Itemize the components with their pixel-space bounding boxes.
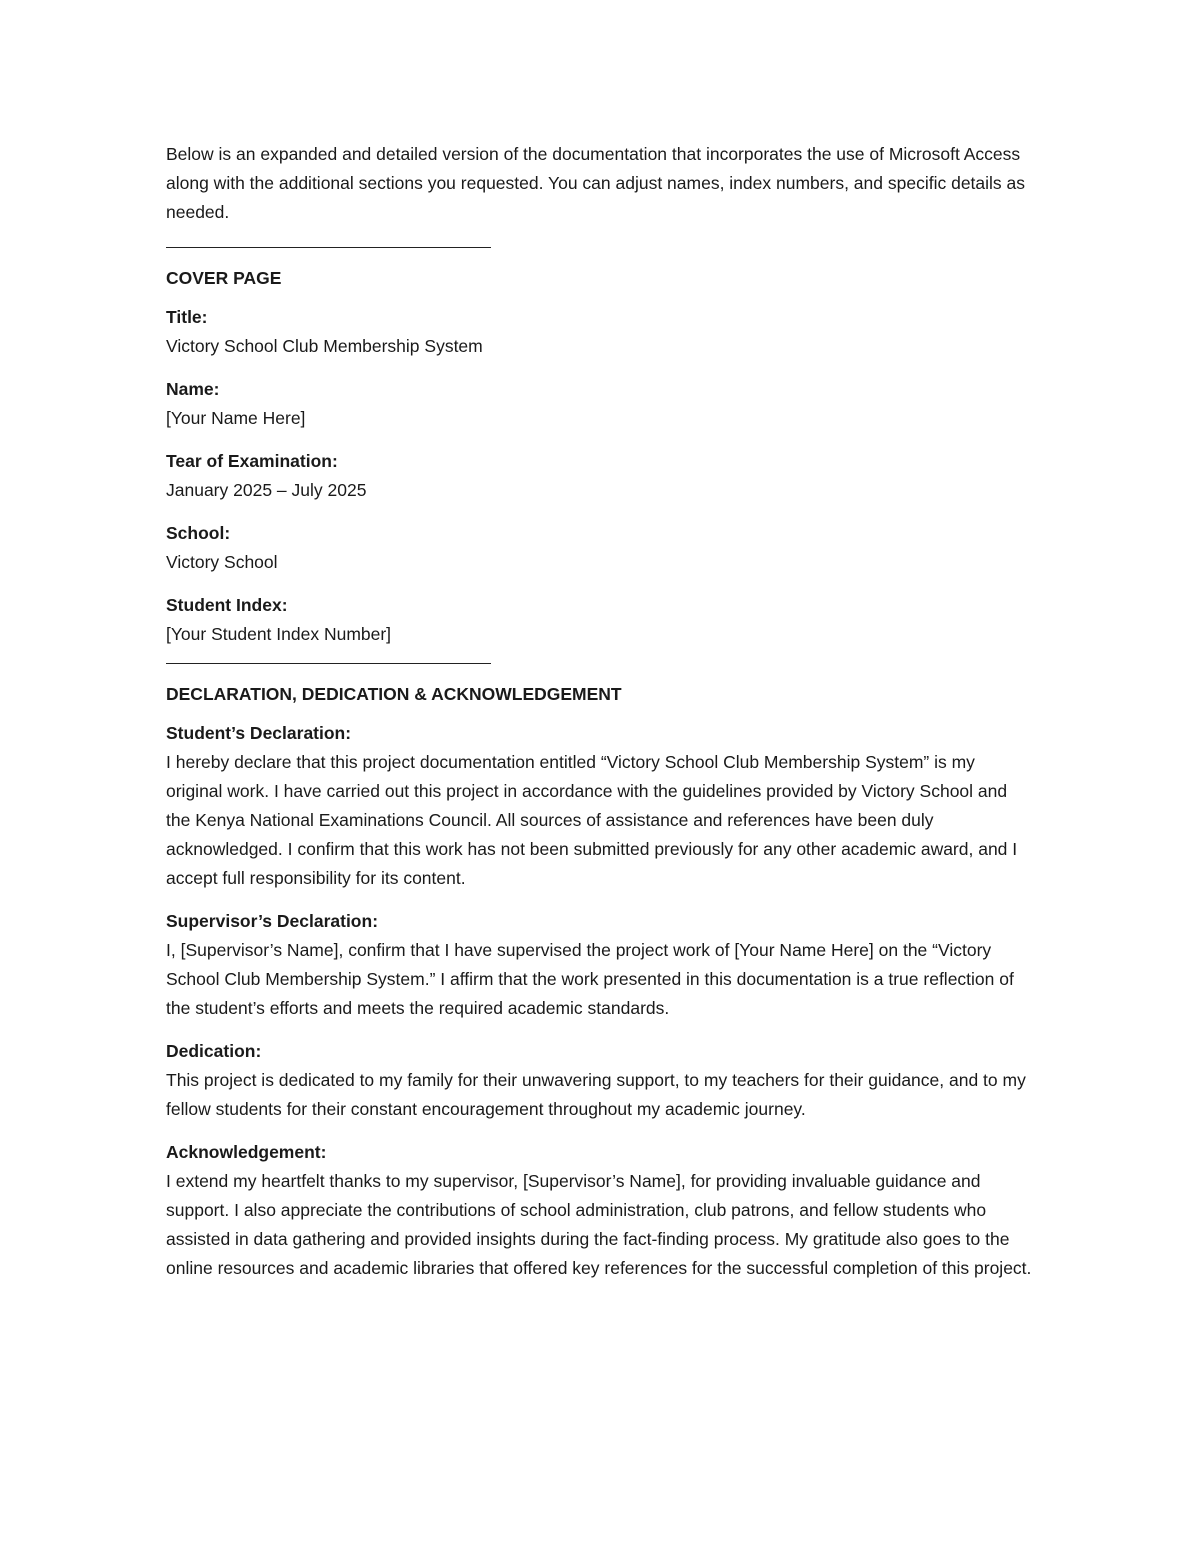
block-text: I extend my heartfelt thanks to my supervisor, [Supervisor’s Name], for providing invaluable guidance and support. I also appreciate the contributions of school administration, club patrons, and fellow students who assisted in data gathering and provided insights during the fact-finding process. My gratitude also goes to the online resources and academic libraries that offered key references for the successful completion of this project. [166, 1171, 1032, 1278]
field-value: [Your Student Index Number] [166, 624, 392, 644]
block-label: Acknowledgement: [166, 1142, 327, 1162]
cover-field-name [166, 375, 1036, 433]
field-label: Name: [166, 379, 220, 399]
field-value: [Your Name Here] [166, 408, 306, 428]
field-label: Title: [166, 307, 208, 327]
supervisor-declaration-block [166, 907, 1036, 1023]
field-value: Victory School Club Membership System [166, 336, 483, 356]
acknowledgement-block [166, 1138, 1036, 1283]
field-value: Victory School [166, 552, 278, 572]
block-text: This project is dedicated to my family for their unwavering support, to my teachers for their guidance, and to my fellow students for their constant encouragement throughout my academic journey. [166, 1070, 1026, 1119]
block-label: Dedication: [166, 1041, 262, 1061]
field-value: January 2025 – July 2025 [166, 480, 367, 500]
block-label: Student’s Declaration: [166, 723, 352, 743]
horizontal-rule [166, 247, 491, 248]
declaration-heading: DECLARATION, DEDICATION & ACKNOWLEDGEMENT [166, 684, 622, 704]
student-declaration-block [166, 719, 1036, 893]
horizontal-rule [166, 663, 491, 664]
intro-paragraph: Below is an expanded and detailed version of the documentation that incorporates the use of Microsoft Access along with the additional sections you requested. You can adjust names, index numbers, and specific details as needed. [166, 144, 1026, 222]
field-label: Tear of Examination: [166, 451, 338, 471]
block-text: I, [Supervisor’s Name], confirm that I have supervised the project work of [Your Name Here] on the “Victory School Club Membership System.” I affirm that the work presented in this documentation is a true reflection of the student’s efforts and meets the required academic standards. [166, 940, 1014, 1018]
document-page [166, 140, 1036, 1297]
cover-field-school [166, 519, 1036, 577]
cover-page-heading: COVER PAGE [166, 268, 282, 288]
block-text: I hereby declare that this project documentation entitled “Victory School Club Membership System” is my original work. I have carried out this project in accordance with the guidelines provided by Victory School and the Kenya National Examinations Council. All sources of assistance and references have been duly acknowledged. I confirm that this work has not been submitted previously for any other academic award, and I accept full responsibility for its content. [166, 752, 1018, 888]
cover-field-exam-period [166, 447, 1036, 505]
cover-field-title [166, 303, 1036, 361]
field-label: School: [166, 523, 231, 543]
cover-field-student-index [166, 591, 1036, 649]
dedication-block [166, 1037, 1036, 1124]
block-label: Supervisor’s Declaration: [166, 911, 379, 931]
field-label: Student Index: [166, 595, 288, 615]
